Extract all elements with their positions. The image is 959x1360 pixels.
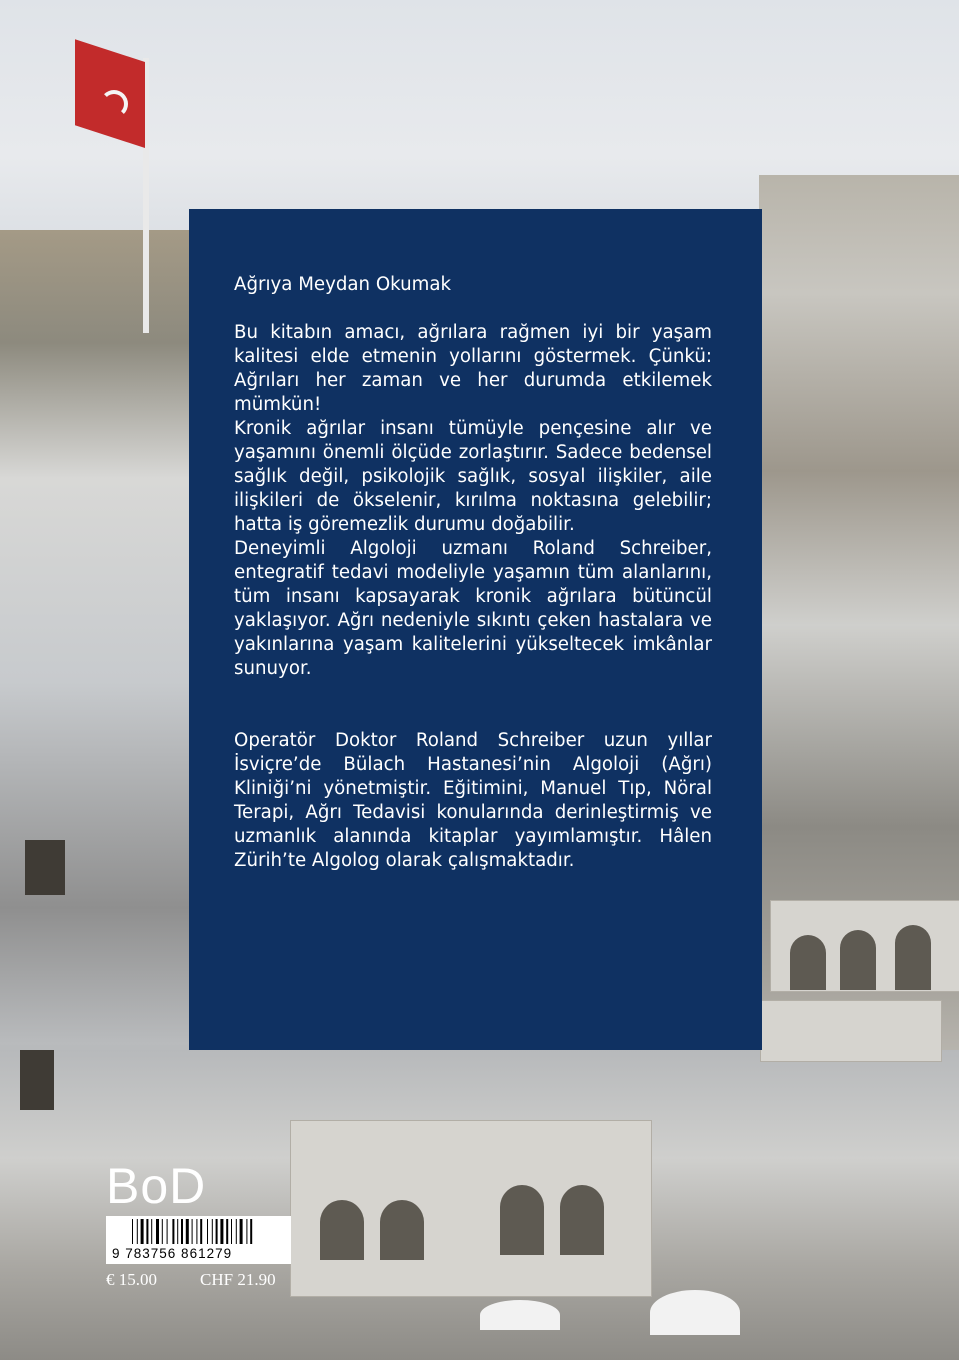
cave-door	[20, 1050, 54, 1110]
barcode-bar	[246, 1219, 247, 1244]
arch-window	[560, 1185, 604, 1255]
barcode-bar	[250, 1219, 252, 1244]
stone-terrace	[760, 1000, 942, 1062]
barcode-bar	[156, 1219, 159, 1244]
author-bio: Operatör Doktor Roland Schreiber uzun yıllar İsviçre’de Bülach Hastanesi’nin Algoloji (Ağrı) Kliniği’ni yönetmiştir. Eğitimini, Manuel Tıp, Nöral Terapi, Ağrı Tedavisi konularında derinleştirmiş ve uzmanlık alanında kitaplar yayımlamıştır. Hâlen Zürih’te Algolog olarak çalışmaktadır.	[234, 730, 712, 871]
barcode-bar	[172, 1219, 174, 1244]
parasol	[650, 1290, 740, 1335]
arch-window	[380, 1200, 424, 1260]
barcode-bar	[186, 1219, 189, 1244]
arch-window	[790, 935, 826, 990]
barcode-bar	[167, 1219, 168, 1244]
barcode-bar	[192, 1219, 193, 1244]
blurb-paragraph: Bu kitabın amacı, ağrılara rağmen iyi bir yaşam kalitesi elde etmenin yollarını göstermek. Çünkü: Ağrıları her zaman ve her durumda etkilemek mümkün!	[234, 322, 712, 415]
blurb-paragraph: Kronik ağrılar insanı tümüyle pençesine alır ve yaşamını önemli ölçüde zorlaştırır. Sadece bedensel sağlık değil, psikolojik sağlık, sosyal ilişkiler, aile ilişkileri de ökselenir, kırılma noktasına gelebilir; hatta iş göremezlik durumu doğabilir.	[234, 418, 712, 535]
flag-crescent-icon	[100, 90, 128, 118]
price-chf: CHF 21.90	[200, 1270, 276, 1289]
barcode-bar	[141, 1219, 144, 1244]
isbn-barcode	[106, 1216, 291, 1264]
barcode-bar	[146, 1219, 148, 1244]
barcode-bar	[212, 1219, 213, 1244]
blurb-panel	[189, 209, 762, 1050]
price-eur: € 15.00	[106, 1270, 157, 1289]
arch-window	[500, 1185, 544, 1255]
barcode-bar	[216, 1219, 218, 1244]
barcode-bar	[181, 1219, 183, 1244]
barcode-bar	[200, 1219, 202, 1244]
arch-window	[320, 1200, 364, 1260]
blurb-paragraph: Deneyimli Algoloji uzmanı Roland Schreiber, entegratif tedavi modeliyle yaşamın tüm alanlarını, tüm insanı kapsayarak kronik ağrılara bütüncül yaklaşıyor. Ağrı nedeniyle sıkıntı çeken hastalara ve yakınlarına yaşam kalitelerini yükseltecek imkânlar sunuyor.	[234, 538, 712, 679]
barcode-bar	[162, 1219, 163, 1244]
barcode-bar	[231, 1219, 232, 1244]
barcode-bar	[177, 1219, 178, 1244]
publisher-logo: BoD	[106, 1158, 207, 1214]
cave-window	[25, 840, 65, 895]
barcode-bar	[220, 1219, 223, 1244]
barcode-bar	[240, 1219, 243, 1244]
blurb-text	[234, 273, 712, 873]
barcode-bar	[226, 1219, 228, 1244]
isbn-number: 9 783756 861279	[112, 1246, 233, 1261]
arch-window	[840, 930, 876, 990]
barcode-bar	[151, 1219, 152, 1244]
barcode-bar	[132, 1219, 133, 1244]
barcode-bar	[207, 1219, 208, 1244]
barcode-bar	[236, 1219, 237, 1244]
book-title-heading: Ağrıya Meydan Okumak	[234, 274, 452, 295]
parasol	[480, 1300, 560, 1330]
barcode-bar	[196, 1219, 197, 1244]
arch-window	[895, 925, 931, 990]
barcode-bar	[137, 1219, 138, 1244]
barcode-bars	[106, 1216, 291, 1246]
